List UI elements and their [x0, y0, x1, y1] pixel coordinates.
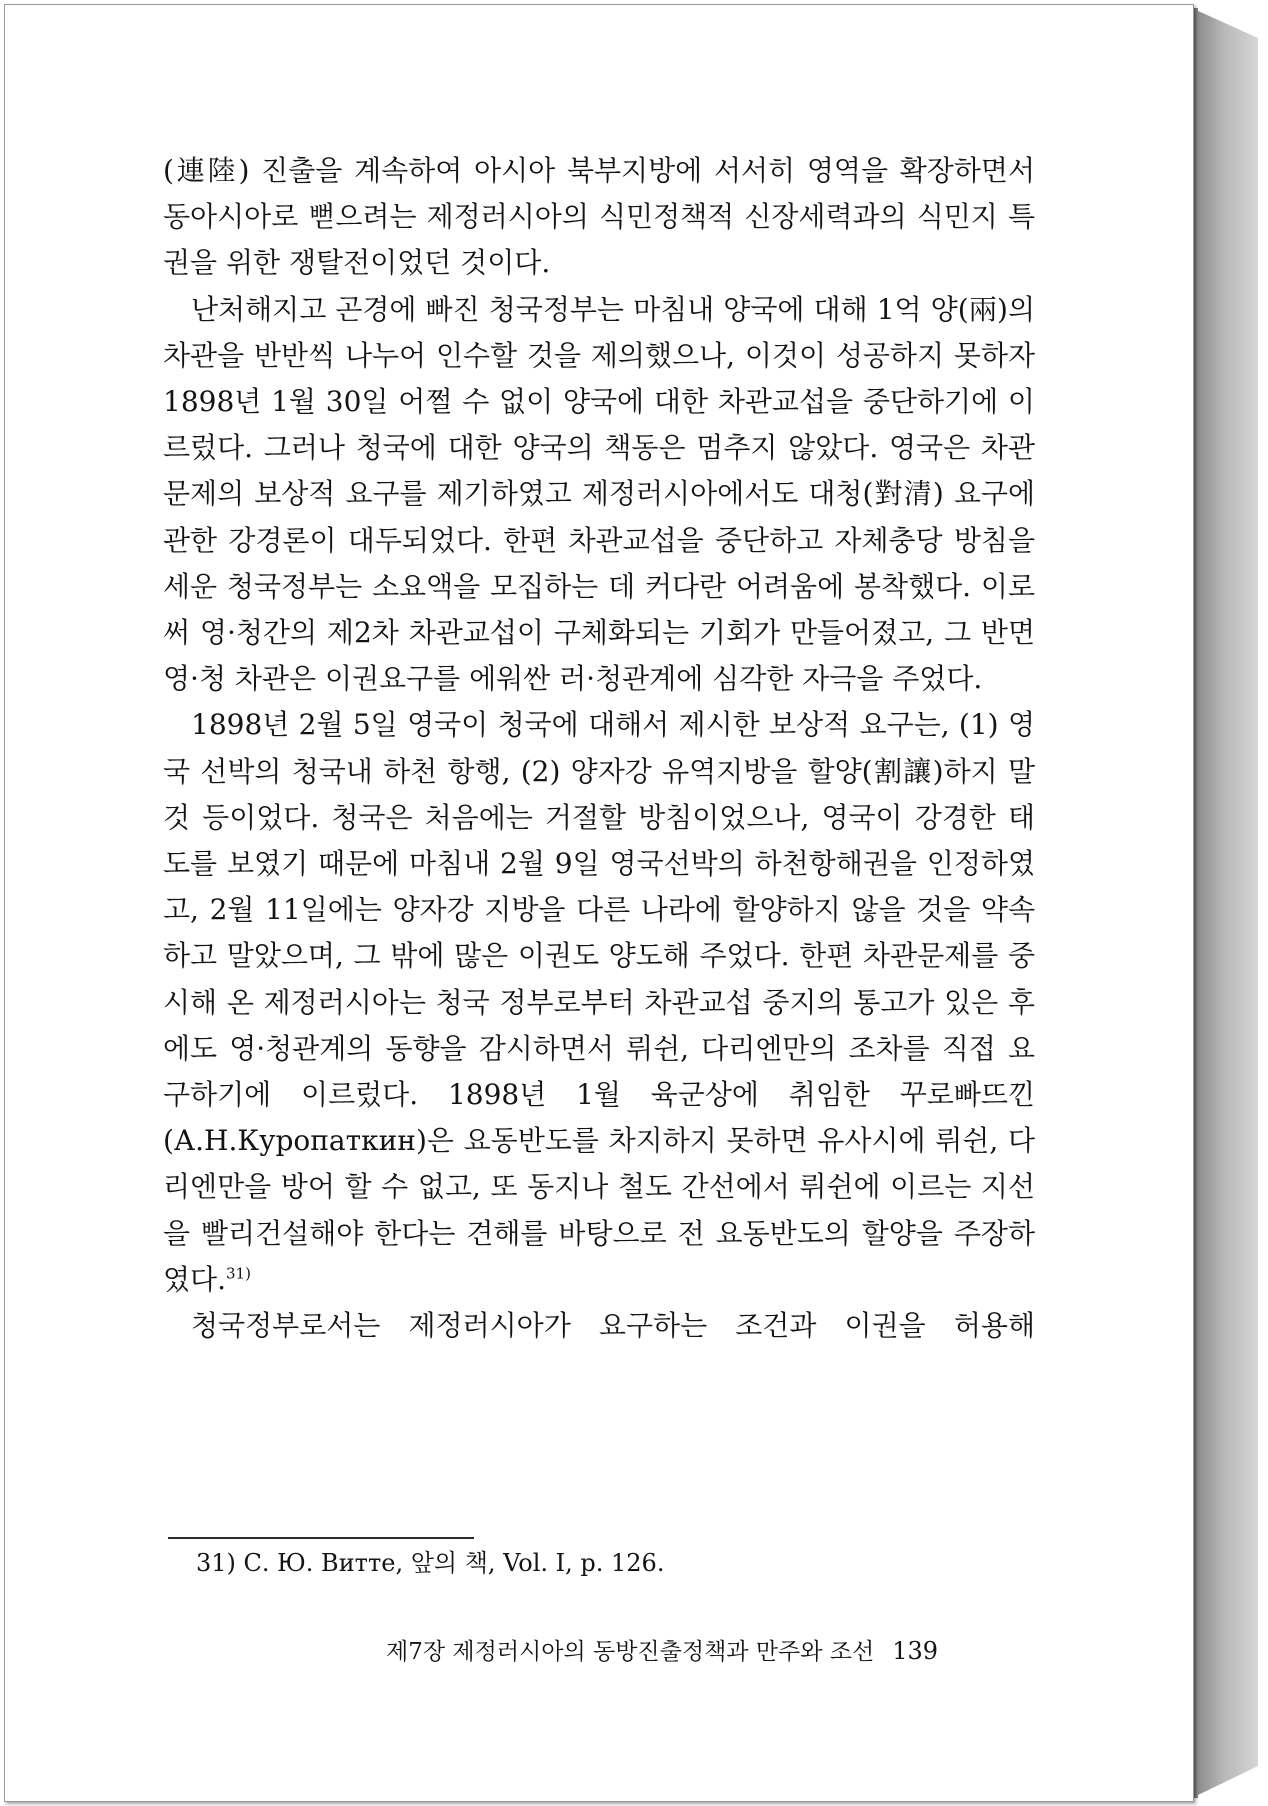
paragraph-4: 청국정부로서는 제정러시아가 요구하는 조건과 이권을 허용해	[191, 1309, 1035, 1343]
footnote-divider	[168, 1537, 474, 1539]
paragraph-3-text: 1898년 2월 5일 영국이 청국에 대해서 제시한 보상적 요구는, (1) 영국 선박의 청국내 하천 항행, (2) 양자강 유역지방을 할양(割讓)하지 말 것 등이었다. 청국은 처음에는 거절할 방침이었으나, 영국이 강경한 태도를 보였기 때문에 마침내 2월 9일 영국선박의 하천항해권을 인정하였고, 2월 11일에는 양자강 지방을 다른 나라에 할양하지 않을 것을 약속하고 말았으며, 그 밖에 많은 이권도 양도해 주었다. 한편 차관문제를 중시해 온 제정러시아는 청국 정부로부터 차관교섭 중지의 통고가 있은 후에도 영·청관계의 동향을 감시하면서 뤼쉰, 다리엔만의 조차를 직접 요구하기에 이르렀다. 1898년 1월 육군상에 취임한 꾸로빠뜨낀(А.Н.Куропаткин)은 요동반도를 차지하지 못하면 유사시에 뤼쉰, 다리엔만을 방어 할 수 없고, 또 동지나 철도 간선에서 뤼쉰에 이르는 지선을 빨리건설해야 한다는 견해를 바탕으로 전 요동반도의 할양을 주장하였다.	[163, 708, 1035, 1296]
paragraph-2: 난처해지고 곤경에 빠진 청국정부는 마침내 양국에 대해 1억 양(兩)의 차관을 반반씩 나누어 인수할 것을 제의했으나, 이것이 성공하지 못하자 1898년 1월 30일 어쩔 수 없이 양국에 대한 차관교섭을 중단하기에 이르렀다. 그러나 청국에 대한 양국의 책동은 멈추지 않았다. 영국은 차관문제의 보상적 요구를 제기하였고 제정러시아에서도 대청(對清) 요구에 관한 강경론이 대두되었다. 한편 차관교섭을 중단하고 자체충당 방침을 세운 청국정부는 소요액을 모집하는 데 커다란 어려움에 봉착했다. 이로써 영·청간의 제2차 차관교섭이 구체화되는 기회가 만들어졌고, 그 반면 영·청 차관은 이권요구를 에워싼 러·청관계에 심각한 자극을 주었다.	[163, 292, 1035, 696]
running-footer	[386, 1634, 1006, 1669]
body-text	[163, 148, 1035, 1349]
paragraph-1: (連陸) 진출을 계속하여 아시아 북부지방에 서서히 영역을 확장하면서 동아시아로 뻗으려는 제정러시아의 식민정책적 신장세력과의 식민지 특권을 위한 쟁탈전이었던 것이다.	[163, 154, 1035, 280]
page-number: 139	[892, 1637, 939, 1665]
paragraph-3	[163, 702, 1035, 1303]
footnote-reference: 31)	[226, 1264, 251, 1283]
book-page-stack	[1196, 10, 1258, 1796]
footnote: 31) С. Ю. Витте, 앞의 책, Vol. I, p. 126.	[196, 1549, 665, 1577]
chapter-title: 제7장 제정러시아의 동방진출정책과 만주와 조선	[386, 1639, 875, 1665]
